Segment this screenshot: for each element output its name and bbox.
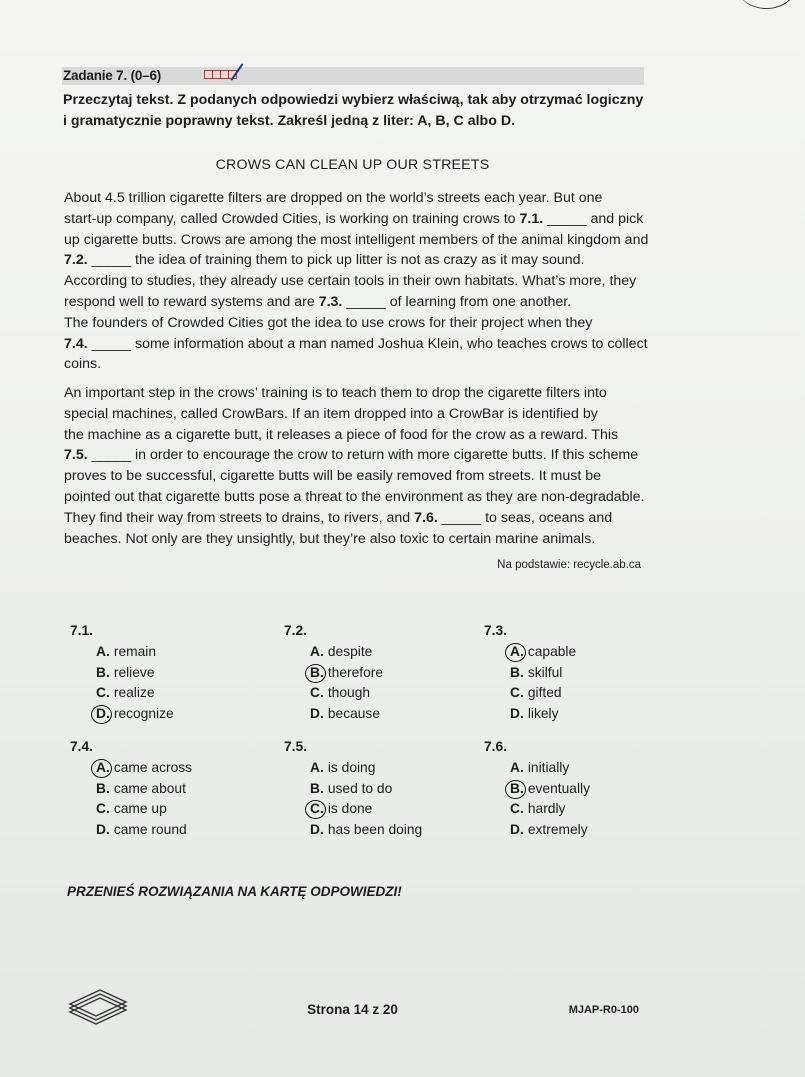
- selected-circle-mark: [91, 705, 112, 724]
- answer-option[interactable]: [484, 799, 674, 820]
- answer-option[interactable]: [484, 642, 674, 663]
- answer-option[interactable]: [70, 642, 260, 663]
- option-text: extremely: [527, 821, 588, 837]
- text-line: the machine as a cigarette butt, it releases a piece of food for the crow as a reward. This: [64, 426, 619, 443]
- option-letter: B.: [510, 664, 524, 680]
- question-7-4: [70, 736, 260, 840]
- option-text: came about: [113, 780, 186, 796]
- text-line: The founders of Crowded Cities got the idea to use crows for their project when they: [64, 314, 593, 331]
- score-box: [221, 71, 228, 78]
- answer-option[interactable]: [70, 663, 260, 684]
- text-line: coins.: [64, 356, 102, 373]
- question-number: 7.1.: [70, 623, 94, 638]
- option-text: used to do: [327, 780, 393, 796]
- selected-circle-mark: [91, 759, 112, 778]
- gap-label: 7.5.: [64, 447, 88, 464]
- option-text: came round: [113, 821, 187, 837]
- option-letter: C.: [96, 685, 110, 701]
- option-letter: C.: [96, 801, 110, 817]
- text-line: An important step in the crows’ training is to teach them to drop the cigarette filters into: [64, 385, 607, 401]
- answer-option[interactable]: [484, 704, 674, 725]
- instruction-line: i gramatycznie poprawny tekst. Zakreśl jedną z liter: A, B, C albo D.: [63, 113, 516, 129]
- answer-option[interactable]: [284, 642, 474, 663]
- option-text: is done: [327, 801, 373, 817]
- option-text: remain: [113, 644, 157, 659]
- option-letter: A.: [510, 644, 524, 659]
- instruction-line: Przeczytaj tekst. Z podanych odpowiedzi wybierz właściwą, tak aby otrzymać logiczny: [63, 92, 644, 108]
- text-line: 7.5. _____ in order to encourage the crow to return with more cigarette butts. If this scheme: [64, 447, 639, 464]
- question-number: 7.6.: [484, 739, 508, 754]
- question-7-1: [70, 620, 260, 724]
- option-text: hardly: [527, 801, 566, 817]
- option-letter: D.: [96, 705, 110, 721]
- answer-option[interactable]: [284, 663, 474, 684]
- answer-option[interactable]: [284, 820, 474, 841]
- option-text: skilful: [527, 664, 563, 680]
- answer-option[interactable]: [284, 758, 474, 779]
- paragraph-2: [64, 383, 654, 549]
- option-text: capable: [527, 644, 577, 659]
- option-text: recognize: [113, 705, 174, 721]
- option-letter: C.: [310, 685, 324, 701]
- transfer-note: PRZENIEŚ ROZWIĄZANIA NA KARTĘ ODPOWIEDZI!: [67, 884, 402, 899]
- text-line: According to studies, they already use certain tools in their own habitats. What’s more, they: [64, 273, 637, 290]
- score-box: [213, 71, 220, 78]
- text-line: About 4.5 trillion cigarette filters are dropped on the world’s streets each year. But one: [64, 190, 603, 206]
- question-7-3: [484, 620, 674, 724]
- gap-label: 7.4.: [64, 335, 88, 352]
- answer-option[interactable]: [284, 799, 474, 820]
- answer-option[interactable]: [70, 820, 260, 841]
- option-letter: D.: [96, 821, 110, 837]
- option-text: likely: [527, 705, 559, 721]
- option-text: eventually: [527, 780, 590, 796]
- text-title: CROWS CAN CLEAN UP OUR STREETS: [215, 157, 490, 173]
- gap-label: 7.1.: [519, 210, 544, 227]
- answer-option[interactable]: [70, 758, 260, 779]
- option-letter: B.: [96, 780, 110, 796]
- answer-option[interactable]: [284, 683, 474, 704]
- answer-options: [0, 620, 805, 840]
- option-text: initially: [527, 760, 570, 775]
- answer-option[interactable]: [484, 758, 674, 779]
- option-text: came across: [113, 760, 193, 775]
- option-text: because: [327, 705, 381, 721]
- text-line: respond well to reward systems and are 7.3. _____ of learning from one another.: [64, 293, 572, 310]
- text-line: pointed out that cigarette butts pose a threat to the environment as they are non-degradable.: [64, 488, 645, 505]
- text-line: They find their way from streets to drains, to rivers, and 7.6. _____ to seas, oceans and: [64, 509, 613, 526]
- text-line: 7.4. _____ some information about a man named Joshua Klein, who teaches crows to collect: [64, 335, 648, 352]
- option-text: has been doing: [327, 821, 423, 837]
- option-letter: D.: [510, 705, 524, 721]
- question-number: 7.4.: [70, 739, 94, 754]
- answer-option[interactable]: [284, 704, 474, 725]
- question-7-6: [484, 736, 674, 840]
- option-letter: D.: [510, 821, 524, 837]
- exam-code: MJAP-R0-100: [568, 1004, 639, 1016]
- selected-circle-mark: [305, 664, 326, 683]
- task-title: Zadanie 7. (0–6): [63, 68, 162, 83]
- answer-option[interactable]: [70, 704, 260, 725]
- option-letter: B.: [96, 664, 110, 680]
- source-note: Na podstawie: recycle.ab.ca: [497, 559, 641, 571]
- text-line: up cigarette butts. Crows are among the most intelligent members of the animal kingdom and: [64, 231, 649, 248]
- paragraph-1: [64, 188, 654, 375]
- option-letter: B.: [310, 664, 324, 680]
- question-number: 7.2.: [284, 623, 308, 638]
- option-letter: A.: [310, 760, 324, 775]
- page-corner-mark: [736, 0, 797, 9]
- option-letter: C.: [310, 801, 324, 817]
- selected-circle-mark: [505, 643, 526, 662]
- score-box: [205, 71, 212, 78]
- text-line: special machines, called CrowBars. If an item dropped into a CrowBar is identified by: [64, 405, 598, 422]
- question-number: 7.5.: [284, 739, 308, 754]
- page-number: Strona 14 z 20: [307, 1002, 398, 1017]
- option-text: came up: [113, 801, 167, 817]
- answer-option[interactable]: [284, 779, 474, 800]
- option-text: though: [327, 685, 371, 701]
- question-7-5: [284, 736, 474, 840]
- option-letter: D.: [310, 705, 324, 721]
- text-line: start-up company, called Crowded Cities, is working on training crows to 7.1. _____ and pick: [64, 210, 644, 227]
- answer-option[interactable]: [484, 663, 674, 684]
- option-letter: C.: [510, 685, 524, 701]
- answer-option[interactable]: [484, 779, 674, 800]
- answer-option[interactable]: [70, 683, 260, 704]
- question-number: 7.3.: [484, 623, 508, 638]
- option-letter: A.: [310, 644, 324, 659]
- option-letter: A.: [96, 644, 110, 659]
- selected-circle-mark: [505, 780, 526, 799]
- option-text: realize: [113, 685, 155, 701]
- option-text: gifted: [527, 685, 562, 701]
- answer-option[interactable]: [484, 683, 674, 704]
- question-7-2: [284, 620, 474, 724]
- option-letter: C.: [510, 801, 524, 817]
- answer-option[interactable]: [484, 820, 674, 841]
- text-line: proves to be successful, cigarette butts will be easily removed from streets. It must be: [64, 468, 601, 485]
- option-text: relieve: [113, 664, 155, 680]
- option-letter: A.: [510, 760, 524, 775]
- text-line: beaches. Not only are they unsightly, but they’re also toxic to certain marine animals.: [64, 530, 596, 547]
- option-text: therefore: [327, 664, 384, 680]
- answer-option[interactable]: [70, 779, 260, 800]
- option-letter: B.: [510, 780, 524, 796]
- gap-label: 7.2.: [64, 252, 88, 269]
- option-text: is doing: [327, 760, 376, 775]
- task-instructions: [63, 90, 663, 132]
- option-letter: D.: [310, 821, 324, 837]
- option-text: despite: [327, 644, 373, 659]
- text-line: 7.2. _____ the idea of training them to pick up litter is not as crazy as it may sound.: [64, 252, 585, 269]
- answer-option[interactable]: [70, 799, 260, 820]
- gap-label: 7.3.: [318, 293, 343, 310]
- gap-label: 7.6.: [414, 509, 438, 526]
- option-letter: A.: [96, 760, 110, 775]
- option-letter: B.: [310, 780, 324, 796]
